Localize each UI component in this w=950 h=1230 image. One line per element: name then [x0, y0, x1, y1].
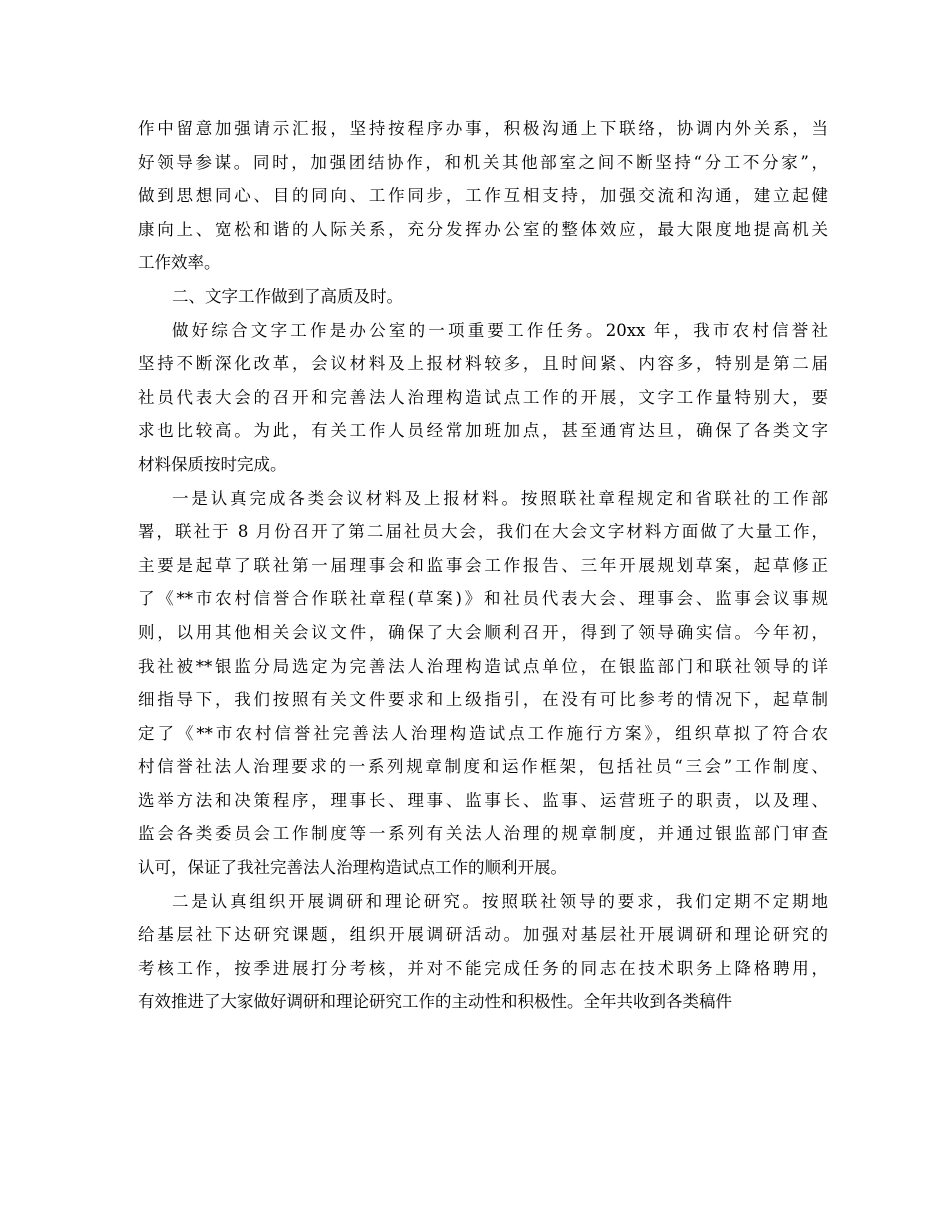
text-line: 作中留意加强请示汇报，坚持按程序办事，积极沟通上下联络，协调内外关系，当: [138, 119, 828, 138]
text-line: 好领导参谋。同时，加强团结协作，和机关其他部室之间不断坚持“分工不分家”，: [138, 152, 828, 172]
text-line: 工作效率。: [138, 253, 221, 273]
paragraph: [138, 280, 828, 314]
text-line: 二、文字工作做到了高质及时。: [172, 286, 403, 306]
text-line: 考核工作，按季进展打分考核，并对不能完成任务的同志在技术职务上降格聘用，: [138, 958, 828, 978]
text-line: 监会各类委员会工作制度等一系列有关法人治理的规章制度，并通过银监部门审查: [138, 824, 828, 844]
text-line: 主要是起草了联社第一届理事会和监事会工作报告、三年开展规划草案，起草修正: [138, 555, 828, 575]
paragraph: [138, 885, 828, 1019]
text-line: 社员代表大会的召开和完善法人治理构造试点工作的开展，文字工作量特别大，要: [138, 387, 828, 407]
text-line: 了《**市农村信誉合作联社章程(草案)》和社员代表大会、理事会、监事会议事规: [138, 589, 828, 609]
paragraph: [138, 482, 828, 885]
text-line: 村信誉社法人治理要求的一系列规章制度和运作框架，包括社员“三会”工作制度、: [138, 757, 828, 777]
text-line: 选举方法和决策程序，理事长、理事、监事长、监事、运营班子的职责，以及理、: [138, 790, 828, 810]
text-line: 材料保质按时完成。: [138, 454, 287, 474]
text-line: 康向上、宽松和谐的人际关系，充分发挥办公室的整体效应，最大限度地提高机关: [138, 219, 828, 239]
paragraph: [138, 112, 828, 280]
text-line: 我社被**银监分局选定为完善法人治理构造试点单位，在银监部门和联社领导的详: [138, 656, 828, 676]
text-line: 署，联社于 8 月份召开了第二届社员大会，我们在大会文字材料方面做了大量工作，: [138, 522, 828, 542]
text-line: 细指导下，我们按照有关文件要求和上级指引，在没有可比参考的情况下，起草制: [138, 690, 828, 710]
text-line: 认可，保证了我社完善法人治理构造试点工作的顺利开展。: [138, 858, 567, 878]
text-line: 则，以用其他相关会议文件，确保了大会顺利召开，得到了领导确实信。今年初，: [138, 622, 828, 642]
text-line: 二是认真组织开展调研和理论研究。按照联社领导的要求，我们定期不定期地: [172, 891, 828, 911]
text-line: 做好综合文字工作是办公室的一项重要工作任务。20xx 年，我市农村信誉社: [172, 320, 828, 340]
paragraph: [138, 314, 828, 482]
text-line: 有效推进了大家做好调研和理论研究工作的主动性和积极性。全年共收到各类稿件: [138, 992, 732, 1012]
text-line: 定了《**市农村信誉社完善法人治理构造试点工作施行方案》，组织草拟了符合农: [138, 723, 828, 743]
text-line: 求也比较高。为此，有关工作人员经常加班加点，甚至通宵达旦，确保了各类文字: [138, 421, 828, 441]
text-line: 给基层社下达研究课题，组织开展调研活动。加强对基层社开展调研和理论研究的: [138, 925, 828, 945]
document-body: [138, 112, 828, 1019]
text-line: 一是认真完成各类会议材料及上报材料。按照联社章程规定和省联社的工作部: [172, 488, 828, 508]
text-line: 坚持不断深化改革，会议材料及上报材料较多，且时间紧、内容多，特别是第二届: [138, 354, 828, 374]
text-line: 做到思想同心、目的同向、工作同步，工作互相支持，加强交流和沟通，建立起健: [138, 186, 828, 206]
